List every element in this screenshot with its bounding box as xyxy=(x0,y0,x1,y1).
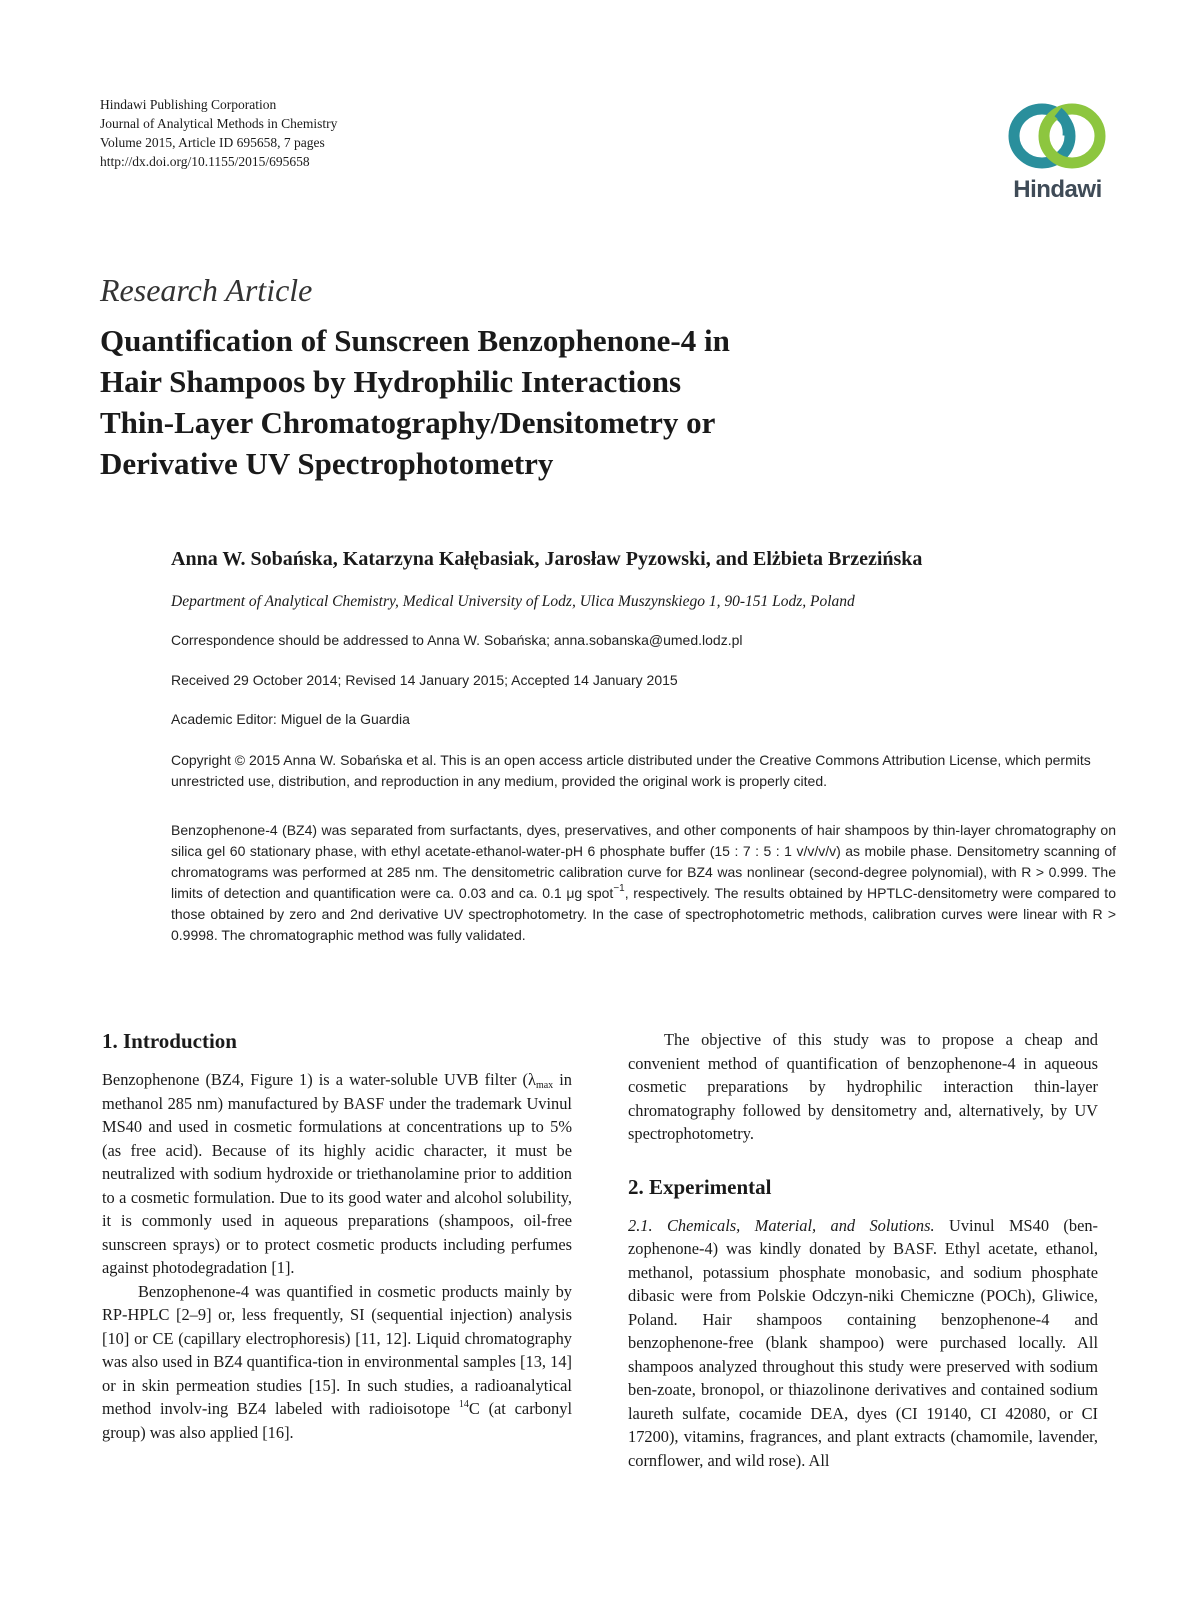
academic-editor: Academic Editor: Miguel de la Guardia xyxy=(171,711,410,727)
title-line: Thin-Layer Chromatography/Densitometry or xyxy=(100,405,716,440)
abstract-text: , respectively. The results obtained by HPTLC-densitometry were compared to those obtained by zero and 2nd derivative UV spectrophotometry. In the case of spectrophotometric methods, calibration curves were linear with R > 0.9998. The chromatographic method was fully validated. xyxy=(171,885,1116,943)
experimental-paragraph: 2.1. Chemicals, Material, and Solutions. Uvinul MS40 (ben-zophenone-4) was kindly donated by BASF. Ethyl acetate, ethanol, methanol, potassium phosphate monobasic, and sodium phosphate dibasic were from Polskie Odczyn-niki Chemiczne (POCh), Gliwice, Poland. Hair shampoos containing benzophenone-4 and benzophenone-free (blank shampoo) were purchased locally. All shampoos analyzed throughout this study were preserved with sodium ben-zoate, bronopol, or thiazolinone derivatives and contained sodium laureth sulfate, cocamide DEA, dyes (CI 19140, CI 42080, or CI 17200), vitamins, fragrances, and plant extracts (chamomile, lavender, cornflower, and wild rose). All xyxy=(628,1215,1098,1470)
copyright-notice: Copyright © 2015 Anna W. Sobańska et al. This is an open access article distributed under the Creative Commons Attribution License, which permits unrestricted use, distribution, and reproduction in any medium, provided the original work is properly cited. xyxy=(171,752,1091,789)
author-list: Anna W. Sobańska, Katarzyna Kałębasiak, Jarosław Pyzowski, and Elżbieta Brzezińska xyxy=(171,548,923,570)
subsection-heading: 2.1. Chemicals, Material, and Solutions. xyxy=(628,1215,935,1235)
publication-dates: Received 29 October 2014; Revised 14 January 2015; Accepted 14 January 2015 xyxy=(171,672,678,688)
journal-header xyxy=(100,95,337,171)
intro-paragraph: Benzophenone (BZ4, Figure 1) is a water-soluble UVB filter ($\lambda_{max}$ in methanol 285 nm) manufactured by BASF under the trademark Uvinul MS40 and used in cosmetic formulations at concentrations up to 5% (as free acid). Because of its highly acidic character, it must be neutralized with sodium hydroxide or triethanolamine prior to addition to a cosmetic formulation. Due to its good water and alcohol solubility, it is commonly used in aqueous preparations (shampoos, oil-free sunscreen sprays) or to protect cosmetic products including perfumes against photodegradation [1]. xyxy=(102,1070,572,1277)
abstract xyxy=(171,820,1116,946)
doi-link[interactable]: http://dx.doi.org/10.1155/2015/695658 xyxy=(100,154,310,169)
lambda-subscript: max xyxy=(535,1080,554,1091)
section-heading-introduction: 1. Introduction xyxy=(102,1029,237,1053)
title-line: Quantification of Sunscreen Benzophenone-4 in xyxy=(100,323,730,358)
objective-paragraph: The objective of this study was to propose a cheap and convenient method of quantification of benzophenone-4 in aqueous cosmetic preparations by hydrophilic interaction thin-layer chromatography followed by densitometry and, alternatively, by UV spectrophotometry. xyxy=(628,1030,1098,1143)
left-column xyxy=(102,1028,572,1444)
title-line: Derivative UV Spectrophotometry xyxy=(100,446,554,481)
hindawi-rings-icon xyxy=(1000,98,1115,178)
article-title xyxy=(100,320,1000,484)
abstract-text: Benzophenone-4 (BZ4) was separated from surfactants, dyes, preservatives, and other components of hair shampoos by thin-layer chromatography on silica gel 60 stationary phase, with ethyl acetate-ethanol-water-pH 6 phosphate buffer (15 : 7 : 5 : 1 v/v/v/v) as mobile phase. Densitometry scanning of chromatograms was performed at 285 nm. The densitometric calibration curve for BZ4 was nonlinear (second-degree polynomial), with R > 0.999. The limits of detection and quantification were ca. 0.03 and ca. 0.1 μg spot xyxy=(171,822,1116,901)
publisher-name: Hindawi Publishing Corporation xyxy=(100,97,277,112)
abstract-superscript: −1 xyxy=(613,883,625,894)
hindawi-logo xyxy=(1000,98,1115,208)
isotope-superscript: 14 xyxy=(458,1399,469,1410)
journal-name: Journal of Analytical Methods in Chemistry xyxy=(100,116,338,131)
affiliation: Department of Analytical Chemistry, Medical University of Lodz, Ulica Muszynskiego 1, 90-151 Lodz, Poland xyxy=(171,593,855,610)
correspondence: Correspondence should be addressed to Anna W. Sobańska; anna.sobanska@umed.lodz.pl xyxy=(171,632,743,648)
right-column xyxy=(628,1028,1098,1472)
hindawi-logo-text: Hindawi xyxy=(1013,176,1102,203)
article-type: Research Article xyxy=(100,272,313,308)
intro-paragraph: Benzophenone-4 was quantified in cosmetic products mainly by RP-HPLC [2–9] or, less frequently, SI (sequential injection) analysis [10] or CE (capillary electrophoresis) [11, 12]. Liquid chromatography was also used in BZ4 quantifica-tion in environmental samples [13, 14] or in skin permeation studies [15]. In such studies, a radioanalytical method involv-ing BZ4 labeled with radioisotope $^{14}$C (at carbonyl group) was also applied [16]. xyxy=(102,1281,572,1442)
volume-info: Volume 2015, Article ID 695658, 7 pages xyxy=(100,135,325,150)
section-heading-experimental: 2. Experimental xyxy=(628,1174,772,1199)
title-line: Hair Shampoos by Hydrophilic Interactions xyxy=(100,364,682,399)
